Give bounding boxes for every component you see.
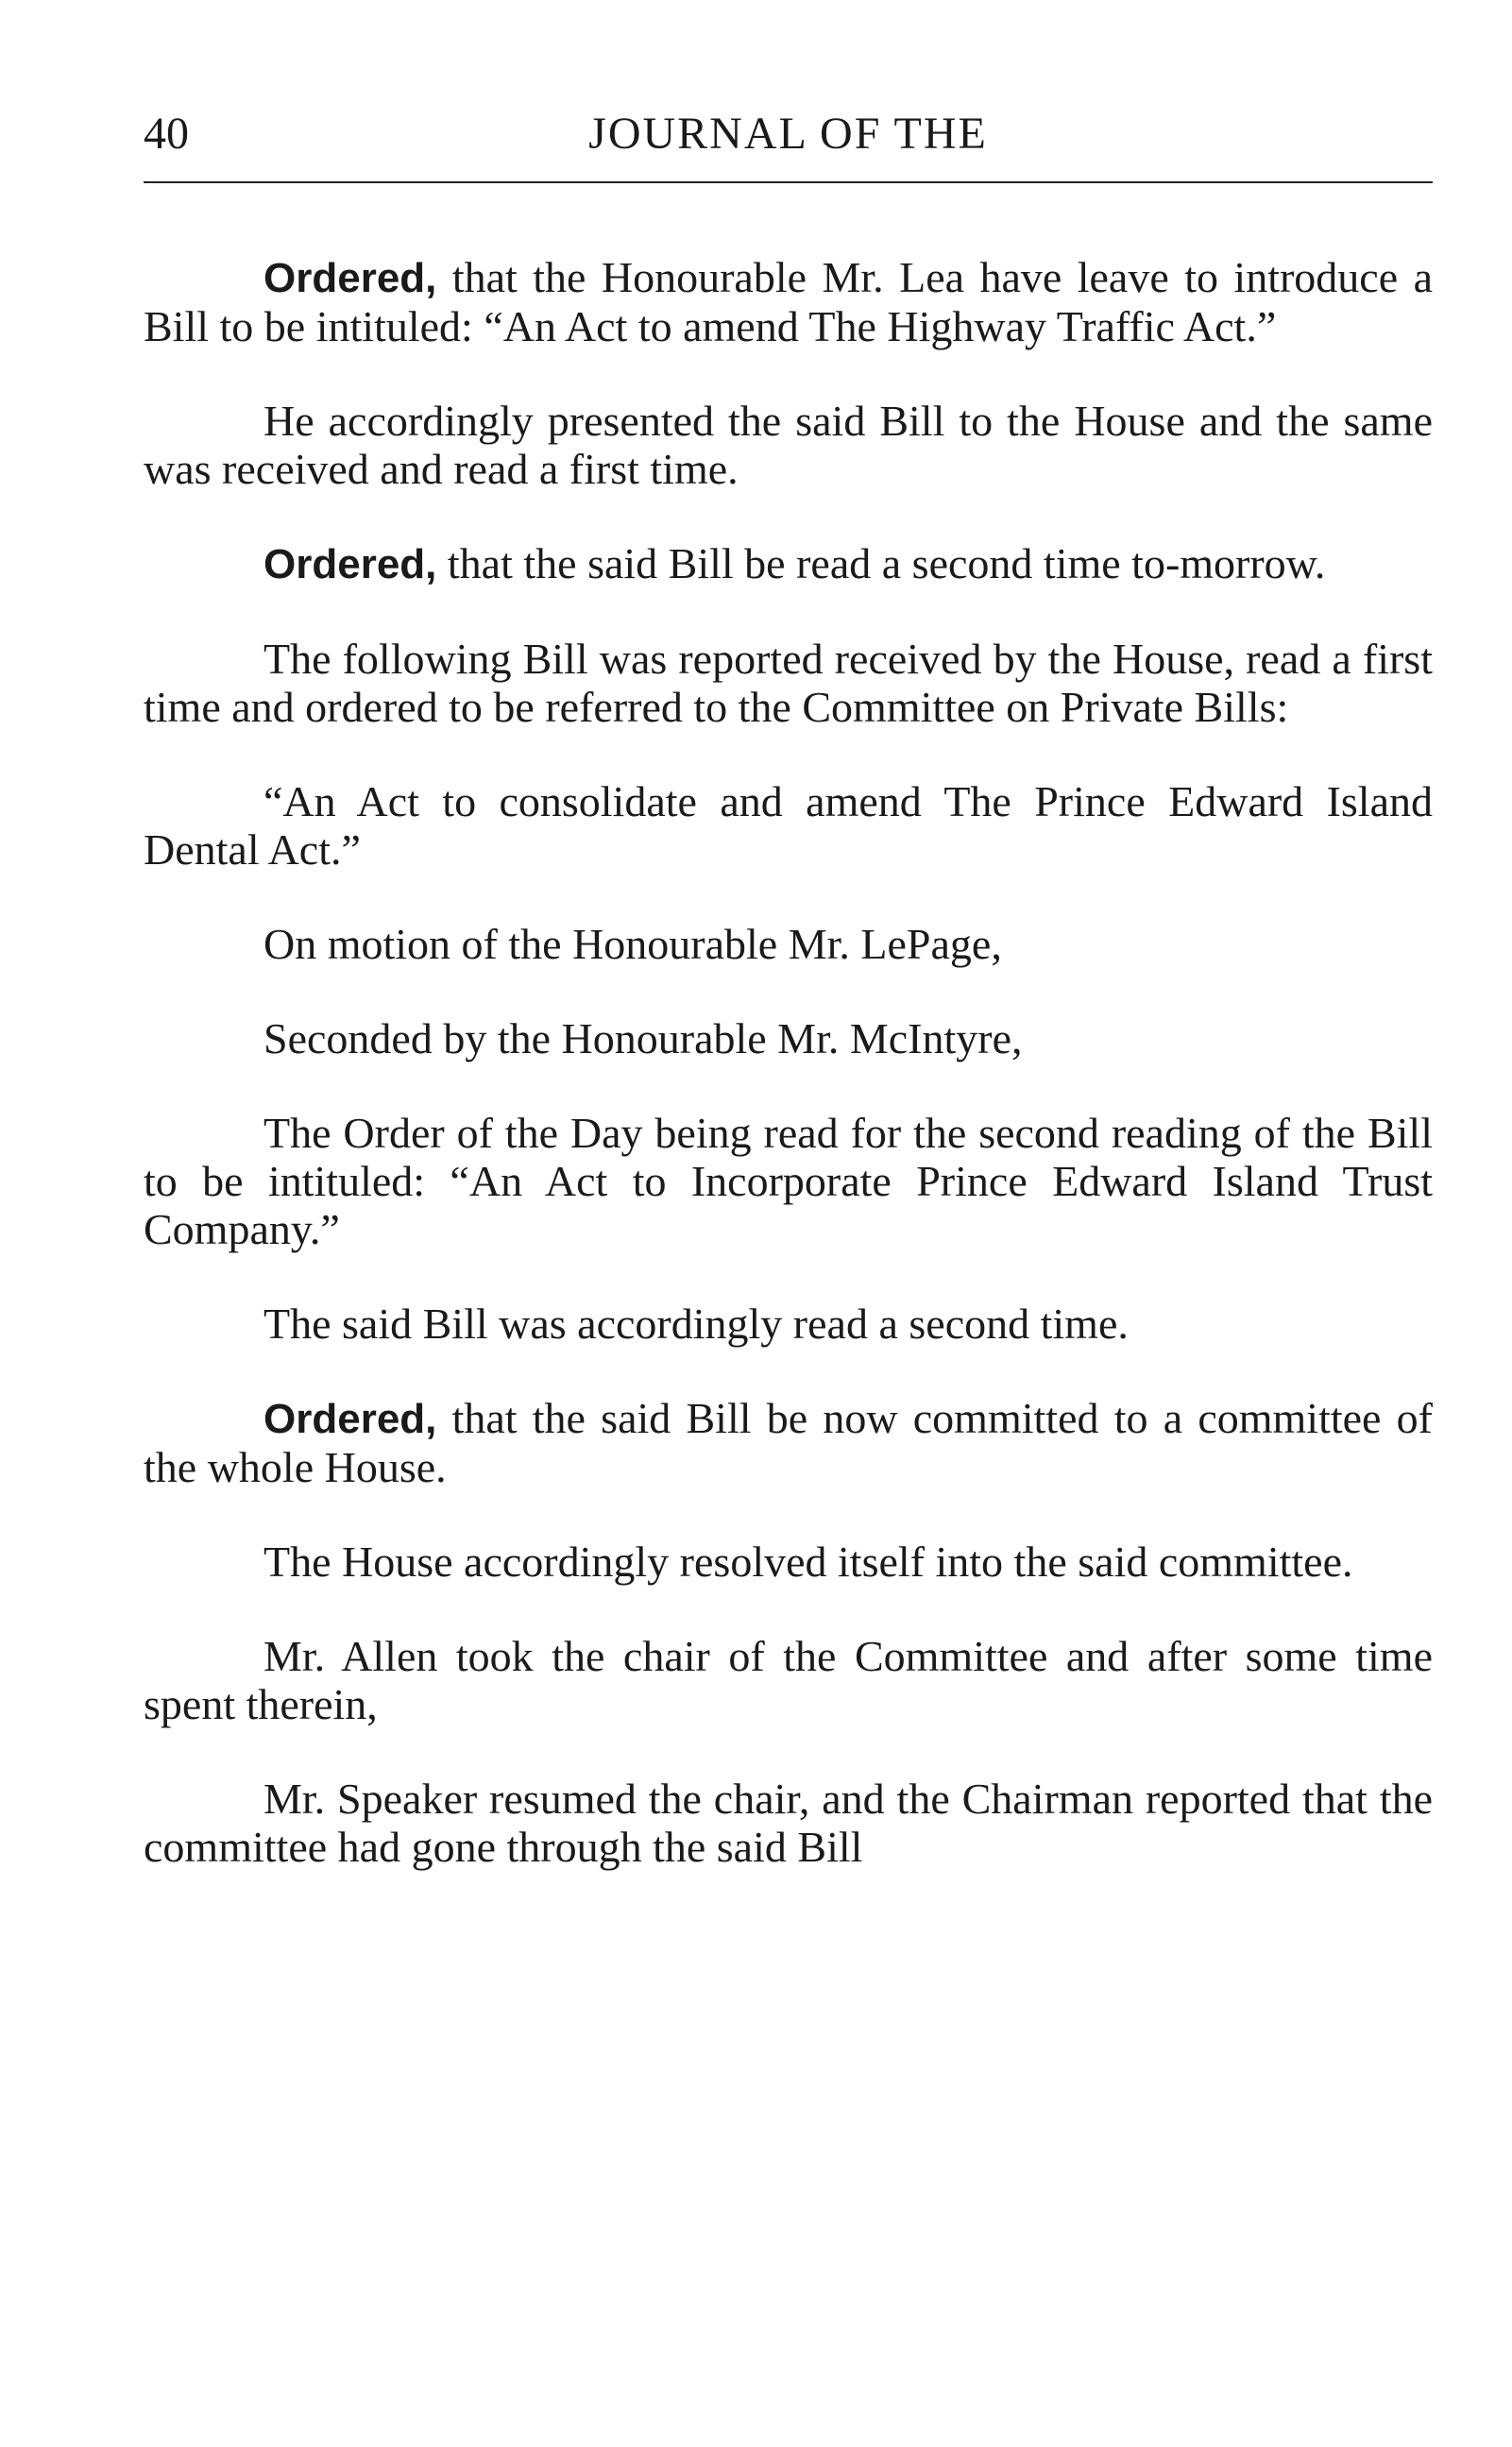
paragraph-speaker-resumed bbox=[144, 1775, 1433, 1871]
paragraph-text: The Order of the Day being read for the second reading of the Bill to be intituled: “An Act to Incorporate Prince Edward Island Trust Company.” bbox=[144, 1109, 1433, 1253]
paragraph-ordered-second-reading bbox=[144, 539, 1433, 588]
paragraph-first-reading bbox=[144, 397, 1433, 493]
paragraph-house-resolved bbox=[144, 1538, 1433, 1586]
paragraph-text: Mr. Allen took the chair of the Committee and after some time spent therein, bbox=[144, 1632, 1433, 1728]
paragraph-text: The said Bill was accordingly read a second time. bbox=[263, 1300, 1129, 1348]
paragraph-bill-reported bbox=[144, 635, 1433, 731]
journal-body bbox=[144, 253, 1433, 1917]
ordered-label: Ordered, bbox=[263, 255, 437, 301]
paragraph-motion bbox=[144, 920, 1433, 968]
paragraph-text: The following Bill was reported received by the House, read a first time and ordered to be referred to the Committee on Private Bills: bbox=[144, 635, 1433, 731]
paragraph-text: that the said Bill be now committed to a committee of the whole House. bbox=[144, 1394, 1433, 1491]
paragraph-read-second-time bbox=[144, 1300, 1433, 1348]
paragraph-text: On motion of the Honourable Mr. LePage, bbox=[263, 920, 1002, 968]
running-head bbox=[144, 106, 1433, 162]
paragraph-text: that the Honourable Mr. Lea have leave to introduce a Bill to be intituled: “An Act to amend The Highway Traffic Act.” bbox=[144, 253, 1433, 350]
page-number: 40 bbox=[144, 109, 189, 159]
paragraph-ordered-committed bbox=[144, 1394, 1433, 1491]
paragraph-dental-act bbox=[144, 777, 1433, 874]
paragraph-seconded bbox=[144, 1014, 1433, 1062]
paragraph-text: The House accordingly resolved itself into the said committee. bbox=[263, 1538, 1353, 1586]
paragraph-text: Mr. Speaker resumed the chair, and the Chairman reported that the committee had gone through the said Bill bbox=[144, 1775, 1433, 1871]
paragraph-order-of-day bbox=[144, 1109, 1433, 1253]
paragraph-text: He accordingly presented the said Bill to the House and the same was received and read a first time. bbox=[144, 397, 1433, 493]
journal-title: JOURNAL OF THE bbox=[588, 109, 988, 159]
paragraph-allen-chair bbox=[144, 1632, 1433, 1728]
paragraph-ordered-leave bbox=[144, 253, 1433, 350]
ordered-label: Ordered, bbox=[263, 541, 437, 587]
ordered-label: Ordered, bbox=[263, 1396, 437, 1442]
paragraph-text: “An Act to consolidate and amend The Prince Edward Island Dental Act.” bbox=[144, 777, 1433, 874]
paragraph-text: that the said Bill be read a second time to-morrow. bbox=[436, 539, 1326, 587]
paragraph-text: Seconded by the Honourable Mr. McIntyre, bbox=[263, 1014, 1023, 1062]
header-rule bbox=[144, 181, 1433, 183]
